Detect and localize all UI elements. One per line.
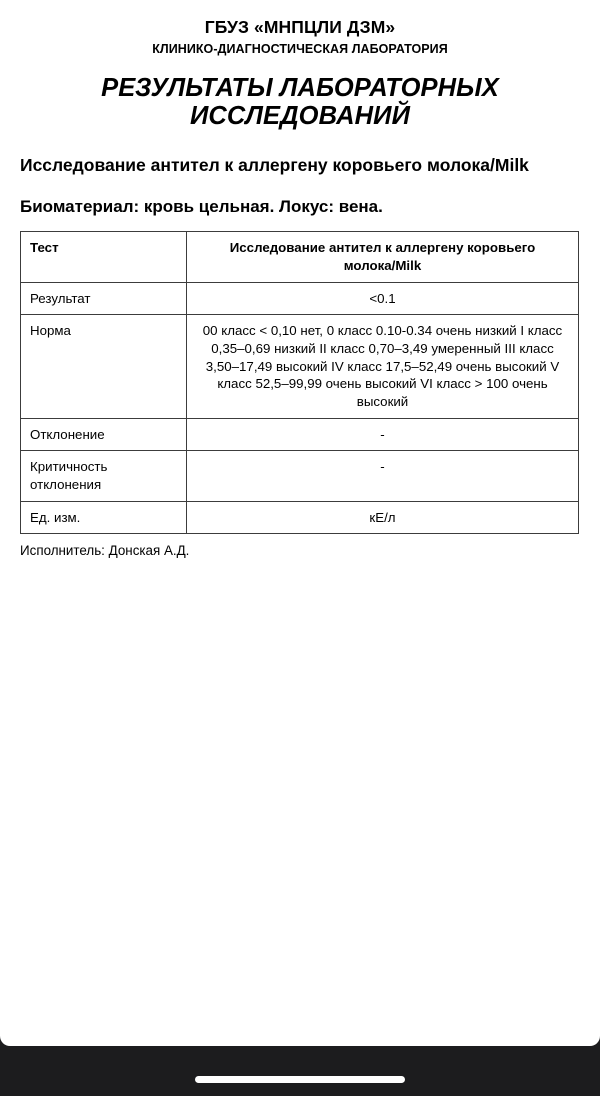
results-table — [20, 231, 579, 534]
table-row — [21, 282, 579, 315]
row-value-norm: 00 класс < 0,10 нет, 0 класс 0.10-0.34 очень низкий I класс 0,35–0,69 низкий II класс 0,70–3,49 умеренный III класс 3,50–17,49 высокий IV класс 17,5–52,49 очень высокий V класс 52,5–99,99 очень высокий VI класс > 100 очень высокий — [187, 315, 579, 418]
home-indicator[interactable] — [195, 1076, 405, 1083]
row-value-result: <0.1 — [187, 282, 579, 315]
table-header-label: Тест — [21, 232, 187, 282]
system-navigation-bar — [0, 1046, 600, 1096]
biomaterial-line: Биоматериал: кровь цельная. Локус: вена. — [20, 196, 383, 216]
page-title: РЕЗУЛЬТАТЫ ЛАБОРАТОРНЫХ ИССЛЕДОВАНИЙ — [101, 73, 499, 131]
row-value-deviation: - — [187, 418, 579, 451]
row-label-result: Результат — [21, 282, 187, 315]
row-label-units: Ед. изм. — [21, 501, 187, 534]
table-row — [21, 418, 579, 451]
executor-line: Исполнитель: Донская А.Д. — [20, 543, 190, 559]
organization-name: ГБУЗ «МНПЦЛИ ДЗМ» — [204, 17, 396, 37]
row-value-criticality: - — [187, 451, 579, 501]
row-label-criticality: Критичность отклонения — [21, 451, 187, 501]
organization-subtitle: КЛИНИКО-ДИАГНОСТИЧЕСКАЯ ЛАБОРАТОРИЯ — [152, 42, 448, 57]
row-value-units: кЕ/л — [187, 501, 579, 534]
table-header-value: Исследование антител к аллергену коровьего молока/Milk — [187, 232, 579, 282]
table-row — [21, 501, 579, 534]
table-row — [21, 315, 579, 418]
row-label-deviation: Отклонение — [21, 418, 187, 451]
table-row — [21, 451, 579, 501]
row-label-norm: Норма — [21, 315, 187, 418]
table-header-row — [21, 232, 579, 282]
letterhead — [20, 0, 580, 57]
study-name: Исследование антител к аллергену коровьего молока/Milk — [20, 154, 529, 175]
